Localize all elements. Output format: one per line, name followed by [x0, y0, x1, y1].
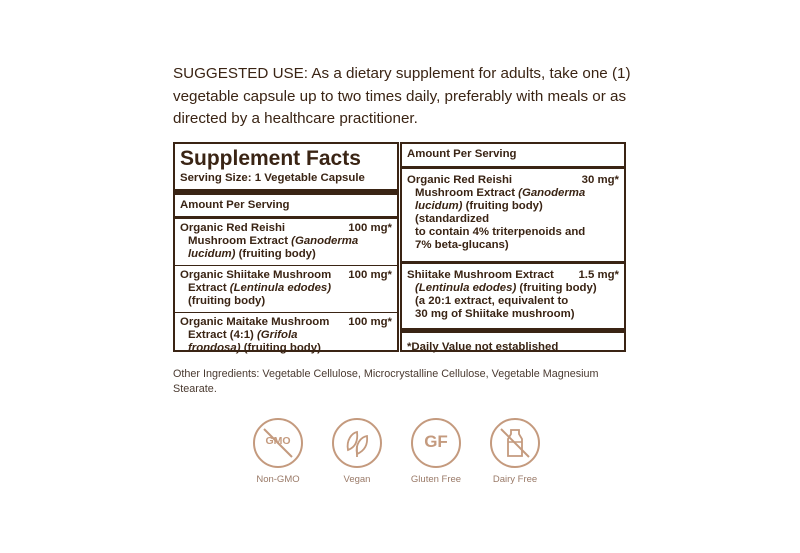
gluten-free-badge: [401, 418, 471, 485]
serving-size: Serving Size: 1 Vegetable Capsule: [175, 171, 397, 195]
badge-label: Dairy Free: [492, 474, 538, 485]
suggested-use-text: SUGGESTED USE: As a dietary supplement for adults, take one (1) vegetable capsule up to two times daily, preferably with meals or as directed by a healthcare practitioner.: [173, 65, 631, 127]
ingredient-amount: 1.5 mg*: [578, 269, 619, 281]
other-ingredients-text: Other Ingredients: Vegetable Cellulose, Microcrystalline Cellulose, Vegetable Magnesium Stearate.: [173, 368, 599, 395]
ingredient-row: [402, 264, 624, 333]
ingredient-detail: (fruiting body): [188, 295, 266, 307]
ingredient-name: Organic Red Reishi: [180, 222, 286, 234]
non-gmo-icon: [253, 418, 303, 468]
ingredient-detail: Extract: [188, 282, 230, 294]
ingredient-latin: (Ganoderma: [291, 235, 359, 247]
ingredient-detail: to contain 4% triterpenoids and: [415, 226, 586, 238]
ingredient-amount: 30 mg*: [581, 174, 619, 186]
ingredient-detail: 30 mg of Shiitake mushroom): [415, 308, 575, 320]
gmo-text: GMO: [265, 435, 291, 447]
supplement-facts-panel-right: [400, 142, 626, 352]
non-gmo-badge: [243, 418, 313, 485]
ingredient-name: Organic Maitake Mushroom: [180, 316, 330, 328]
ingredient-amount: 100 mg*: [348, 269, 392, 281]
gf-text: GF: [424, 432, 448, 451]
ingredient-detail: Mushroom Extract: [415, 187, 519, 199]
supplement-facts-panel-left: [173, 142, 399, 352]
badge-label: Non-GMO: [256, 474, 300, 485]
badge-label: Gluten Free: [410, 474, 462, 485]
ingredient-detail: (a 20:1 extract, equivalent to: [415, 295, 569, 307]
ingredient-detail: Mushroom Extract: [188, 235, 292, 247]
ingredient-name: Shiitake Mushroom Extract: [407, 269, 554, 281]
ingredient-row: [175, 266, 397, 313]
ingredient-latin: (Grifola: [257, 329, 298, 341]
ingredient-row: [402, 169, 624, 264]
ingredient-latin: lucidum): [188, 248, 236, 260]
daily-value-footnote: *Daily Value not established: [407, 341, 559, 353]
vegan-leaf-icon: [332, 418, 382, 468]
vegan-badge: [322, 418, 392, 485]
ingredient-detail: (fruiting body): [240, 342, 321, 354]
ingredient-name: Organic Red Reishi: [407, 174, 513, 186]
amount-per-serving-header: Amount Per Serving: [402, 144, 624, 169]
ingredient-detail: Extract (4:1): [188, 329, 258, 341]
ingredient-latin: frondosa): [188, 342, 241, 354]
ingredient-detail: (fruiting body) (standardized: [415, 200, 543, 225]
ingredient-amount: 100 mg*: [348, 316, 392, 328]
dairy-free-icon: [490, 418, 540, 468]
supplement-facts-title: Supplement Facts: [180, 147, 361, 170]
ingredient-latin: lucidum): [415, 200, 463, 212]
ingredient-row: [175, 313, 397, 359]
ingredient-name: Organic Shiitake Mushroom: [180, 269, 332, 281]
ingredient-latin: (Ganoderma: [518, 187, 586, 199]
ingredient-row: [175, 219, 397, 266]
badge-label: Vegan: [343, 474, 371, 485]
ingredient-latin: (Lentinula edodes): [229, 282, 332, 294]
ingredient-detail: (fruiting body): [516, 282, 597, 294]
ingredient-detail: (fruiting body): [235, 248, 316, 260]
amount-per-serving-header: Amount Per Serving: [175, 195, 397, 219]
gluten-free-icon: [411, 418, 461, 468]
ingredient-amount: 100 mg*: [348, 222, 392, 234]
ingredient-detail: 7% beta-glucans): [415, 239, 509, 251]
ingredient-latin: (Lentinula edodes): [415, 282, 517, 294]
dairy-free-badge: [480, 418, 550, 485]
